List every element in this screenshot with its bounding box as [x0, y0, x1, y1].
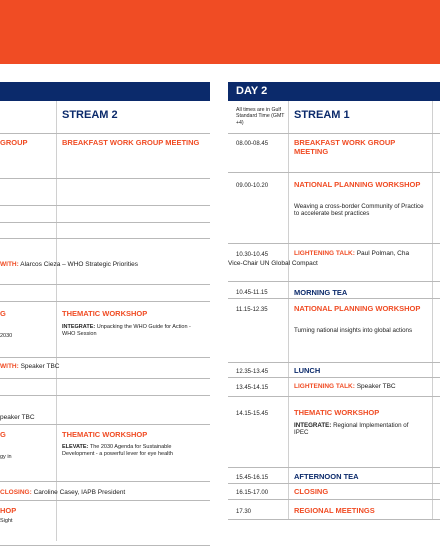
divider [228, 298, 440, 299]
day1-row2: WITH: Alarcos Cieza – WHO Strategic Priorities [0, 261, 138, 268]
divider [228, 519, 440, 520]
day2-stream1-header: STREAM 1 [294, 109, 350, 121]
session-title: MORNING TEA [294, 288, 348, 297]
time-slot: 15.45-16.15 [236, 475, 269, 481]
header-banner [0, 0, 440, 64]
session-title: REGIONAL MEETINGS [294, 506, 375, 515]
day1-row5: peaker TBC [0, 414, 35, 421]
timezone-note: All times are in Gulf Standard Time (GMT +4) [236, 107, 285, 126]
divider [0, 378, 210, 379]
session-desc: INTEGRATE: Regional Implementation of IPEC [294, 422, 409, 437]
time-slot: 13.45-14.15 [236, 385, 269, 391]
divider [0, 424, 210, 425]
divider [0, 238, 210, 239]
session-desc: Weaving a cross-border Community of Practice to accelerate best practices [294, 203, 424, 218]
day2-stream-divider [432, 101, 433, 519]
day2-title-bar: DAY 2 [228, 82, 440, 101]
time-slot: 09.00-10.20 [236, 183, 269, 189]
day1-row3-left-sub: 2030 [0, 333, 13, 339]
day1-stream2-header: STREAM 2 [62, 109, 118, 121]
lightening-talk-1-line2: Vice-Chair UN Global Compact [228, 260, 318, 267]
day1-row1-title: BREAKFAST WORK GROUP MEETING [62, 138, 200, 147]
divider [228, 483, 440, 484]
day1-row3-desc: INTEGRATE: Unpacking the WHO Guide for Action - WHO Session [62, 324, 191, 337]
time-slot: 16.15-17.00 [236, 490, 269, 496]
divider [0, 205, 210, 206]
day1-row8-left-sub: Sight [0, 518, 13, 524]
day1-row6-left-sub: gy in [0, 454, 12, 460]
divider [0, 284, 210, 285]
divider [228, 377, 440, 378]
day1-column-divider [56, 101, 57, 541]
day1-row6-desc: ELEVATE: The 2030 Agenda for Sustainable Development - a powerful lever for eye health [62, 444, 173, 457]
divider [0, 500, 210, 501]
divider [0, 178, 210, 179]
session-title: CLOSING [294, 487, 329, 496]
session-title: NATIONAL PLANNING WORKSHOP [294, 180, 421, 189]
divider [0, 481, 210, 482]
lightening-talk-2: LIGHTENING TALK: Speaker TBC [294, 383, 396, 390]
session-title: NATIONAL PLANNING WORKSHOP [294, 304, 421, 313]
divider [228, 467, 440, 468]
divider [0, 222, 210, 223]
session-title: BREAKFAST WORK GROUP MEETING [294, 138, 396, 156]
day2-time-divider [288, 101, 289, 519]
divider [0, 133, 210, 134]
time-slot: 11.15-12.35 [236, 307, 268, 313]
divider [0, 545, 210, 546]
day1-row4: WITH: Speaker TBC [0, 363, 60, 370]
day1-row6-left: G [0, 430, 6, 439]
time-slot: 17.30 [236, 509, 252, 515]
divider [228, 172, 440, 173]
time-slot: 10.45-11.15 [236, 290, 268, 296]
divider [228, 499, 440, 500]
time-slot: 10.30-10.45 [236, 252, 269, 258]
lightening-talk-1: LIGHTENING TALK: Paul Polman, Cha [294, 250, 410, 257]
day1-row7: CLOSING: Caroline Casey, IAPB President [0, 489, 126, 496]
day1-title-bar [0, 82, 210, 101]
divider [228, 281, 440, 282]
time-slot: 08.00-08.45 [236, 141, 269, 147]
day1-row8-left: HOP [0, 506, 17, 515]
day1-row3-title: THEMATIC WORKSHOP [62, 309, 148, 318]
day1-row3-left: G [0, 309, 6, 318]
session-title: THEMATIC WORKSHOP [294, 408, 380, 417]
divider [0, 395, 210, 396]
session-title: LUNCH [294, 366, 321, 375]
time-slot: 12.35-13.45 [236, 369, 269, 375]
divider [0, 301, 210, 302]
divider [228, 133, 440, 134]
divider [228, 362, 440, 363]
session-desc: Turning national insights into global actions [294, 327, 413, 334]
time-slot: 14.15-15.45 [236, 411, 269, 417]
divider [228, 243, 440, 244]
divider [0, 357, 210, 358]
day1-row6-title: THEMATIC WORKSHOP [62, 430, 148, 439]
divider [228, 396, 440, 397]
day1-row1-left: GROUP [0, 138, 28, 147]
session-title: AFTERNOON TEA [294, 472, 359, 481]
